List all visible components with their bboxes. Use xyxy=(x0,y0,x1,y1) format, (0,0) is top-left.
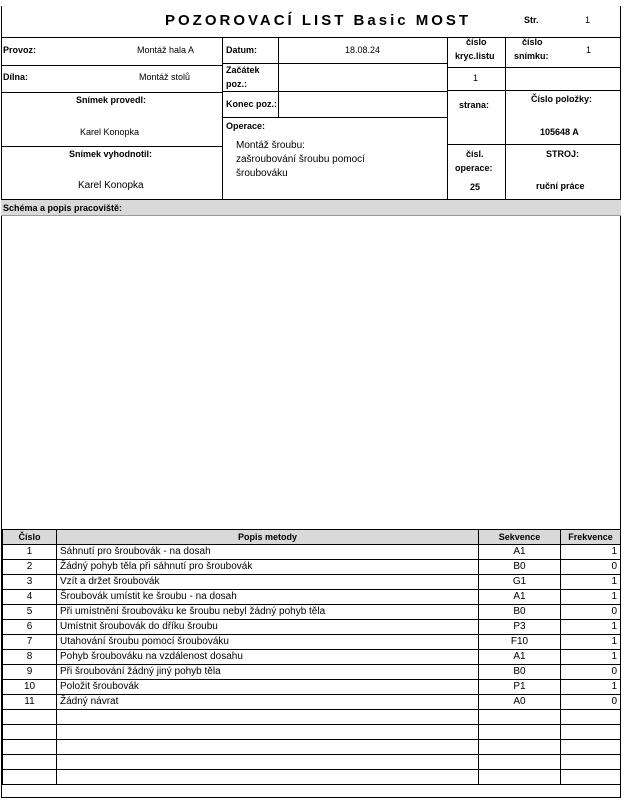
cislo-kryc-label-2: kryc.listu xyxy=(455,51,495,61)
table-cell-description: Pohyb šroubováku na vzdálenost dosahu xyxy=(57,650,479,665)
table-cell-description xyxy=(57,740,479,755)
page-label: Str. xyxy=(524,15,539,25)
table-cell-number xyxy=(3,770,57,785)
table-cell-sequence: A1 xyxy=(479,590,561,605)
cisl-operace-label: čísl. xyxy=(466,149,484,159)
table-cell-sequence: F10 xyxy=(479,635,561,650)
stroj-label: STROJ: xyxy=(546,149,580,159)
table-cell-description: Vzít a držet šroubovák xyxy=(57,575,479,590)
table-row xyxy=(3,680,621,695)
datum-label: Datum: xyxy=(226,45,257,55)
operace-label: Operace: xyxy=(226,121,266,131)
table-cell-number xyxy=(3,740,57,755)
table-row xyxy=(3,650,621,665)
snimek-provedl-value: Karel Konopka xyxy=(80,127,140,137)
table-cell-description: Umístnit šroubovák do dříku šroubu xyxy=(57,620,479,635)
table-cell-number: 7 xyxy=(3,635,57,650)
table-cell-frequency xyxy=(561,740,621,755)
cislo-snimku-label: číslo xyxy=(522,37,543,47)
cislo-kryc-label: číslo xyxy=(466,37,487,47)
table-cell-number: 9 xyxy=(3,665,57,680)
table-cell-number: 10 xyxy=(3,680,57,695)
table-cell-sequence: B0 xyxy=(479,665,561,680)
cislo-snimku-label-2: snímku: xyxy=(514,51,549,61)
table-header-row xyxy=(3,530,621,545)
dilna-value: Montáž stolů xyxy=(139,72,191,82)
table-cell-description: Šroubovák umístit ke šroubu - na dosah xyxy=(57,590,479,605)
cislo-kryc-value: 1 xyxy=(473,73,479,83)
table-cell-number: 3 xyxy=(3,575,57,590)
table-cell-description: Sáhnutí pro šroubovák - na dosah xyxy=(57,545,479,560)
operace-text-3: šroubováku xyxy=(236,168,288,179)
table-cell-description: Utahování šroubu pomocí šroubováku xyxy=(57,635,479,650)
provoz-label: Provoz: xyxy=(3,45,37,55)
table-cell-sequence xyxy=(479,710,561,725)
schema-area xyxy=(1,216,621,529)
cisl-operace-label-2: operace: xyxy=(455,163,493,173)
table-row xyxy=(3,665,621,680)
table-cell-description xyxy=(57,755,479,770)
table-cell-description: Položit šroubovák xyxy=(57,680,479,695)
table-row xyxy=(3,740,621,755)
table-cell-number: 4 xyxy=(3,590,57,605)
table-cell-sequence: A1 xyxy=(479,650,561,665)
schema-label: Schéma a popis pracoviště: xyxy=(3,203,123,213)
table-cell-number xyxy=(3,710,57,725)
table-cell-sequence: G1 xyxy=(479,575,561,590)
cisl-operace-value: 25 xyxy=(470,182,481,192)
operace-text-1: Montáž šroubu: xyxy=(236,140,305,151)
table-cell-frequency: 1 xyxy=(561,635,621,650)
table-cell-number xyxy=(3,755,57,770)
table-cell-number: 2 xyxy=(3,560,57,575)
snimek-provedl-label: Snímek provedl: xyxy=(76,95,147,105)
dilna-label: Dílna: xyxy=(3,72,29,82)
table-row xyxy=(3,605,621,620)
table-cell-description: Při šroubování žádný jiný pohyb těla xyxy=(57,665,479,680)
table-row xyxy=(3,575,621,590)
table-cell-description xyxy=(57,770,479,785)
table-row xyxy=(3,710,621,725)
table-cell-sequence: B0 xyxy=(479,560,561,575)
operace-text-2: zašroubování šroubu pomocí xyxy=(236,154,365,165)
table-cell-sequence: A1 xyxy=(479,545,561,560)
table-cell-frequency: 1 xyxy=(561,545,621,560)
column-header-sequence: Sekvence xyxy=(479,530,561,545)
method-table xyxy=(2,529,621,785)
table-cell-description: Žádný návrat xyxy=(57,695,479,710)
table-row xyxy=(3,635,621,650)
table-cell-description xyxy=(57,710,479,725)
table-cell-number: 6 xyxy=(3,620,57,635)
datum-value: 18.08.24 xyxy=(345,45,381,55)
page-number: 1 xyxy=(585,15,591,25)
snimek-vyhodnotil-value: Karel Konopka xyxy=(78,180,144,191)
table-cell-frequency: 1 xyxy=(561,590,621,605)
table-cell-sequence xyxy=(479,770,561,785)
snimek-vyhodnotil-label: Snímek vyhodnotil: xyxy=(69,149,153,159)
form-title: POZOROVACÍ LIST Basic MOST xyxy=(165,12,472,29)
cislo-polozky-label: Číslo položky: xyxy=(531,94,593,104)
table-cell-description xyxy=(57,725,479,740)
table-cell-number: 8 xyxy=(3,650,57,665)
table-cell-frequency: 1 xyxy=(561,650,621,665)
table-cell-frequency: 0 xyxy=(561,560,621,575)
table-cell-sequence: A0 xyxy=(479,695,561,710)
table-row xyxy=(3,620,621,635)
table-cell-sequence: P3 xyxy=(479,620,561,635)
column-header-description: Popis metody xyxy=(57,530,479,545)
table-row xyxy=(3,695,621,710)
cislo-polozky-value: 105648 A xyxy=(540,127,579,137)
table-cell-frequency: 0 xyxy=(561,695,621,710)
zacatek-label-2: poz.: xyxy=(226,79,247,89)
table-cell-sequence xyxy=(479,755,561,770)
konec-label: Konec poz.: xyxy=(226,99,277,109)
table-cell-sequence: B0 xyxy=(479,605,561,620)
table-row xyxy=(3,590,621,605)
table-cell-frequency: 0 xyxy=(561,665,621,680)
zacatek-label: Začátek xyxy=(226,65,260,75)
table-body xyxy=(3,545,621,785)
table-cell-frequency: 1 xyxy=(561,680,621,695)
strana-label: strana: xyxy=(459,100,490,110)
table-cell-number xyxy=(3,725,57,740)
table-row xyxy=(3,725,621,740)
table-row xyxy=(3,770,621,785)
table-cell-sequence xyxy=(479,740,561,755)
column-header-frequency: Frekvence xyxy=(561,530,621,545)
table-row xyxy=(3,755,621,770)
provoz-value: Montáž hala A xyxy=(137,45,195,55)
table-cell-sequence xyxy=(479,725,561,740)
table-cell-description: Žádný pohyb těla při sáhnutí pro šroubovák xyxy=(57,560,479,575)
table-cell-number: 5 xyxy=(3,605,57,620)
table-cell-number: 1 xyxy=(3,545,57,560)
table-cell-frequency: 1 xyxy=(561,620,621,635)
table-row xyxy=(3,545,621,560)
table-cell-frequency xyxy=(561,755,621,770)
table-cell-number: 11 xyxy=(3,695,57,710)
stroj-value: ruční práce xyxy=(536,181,585,191)
table-cell-frequency xyxy=(561,710,621,725)
table-cell-frequency xyxy=(561,725,621,740)
table-cell-sequence: P1 xyxy=(479,680,561,695)
cislo-snimku-value: 1 xyxy=(586,45,592,55)
table-row xyxy=(3,560,621,575)
table-cell-frequency: 1 xyxy=(561,575,621,590)
column-header-number: Číslo xyxy=(3,530,57,545)
table-cell-description: Při umístnění šroubováku ke šroubu nebyl žádný pohyb těla xyxy=(57,605,479,620)
table-cell-frequency: 0 xyxy=(561,605,621,620)
table-cell-frequency xyxy=(561,770,621,785)
